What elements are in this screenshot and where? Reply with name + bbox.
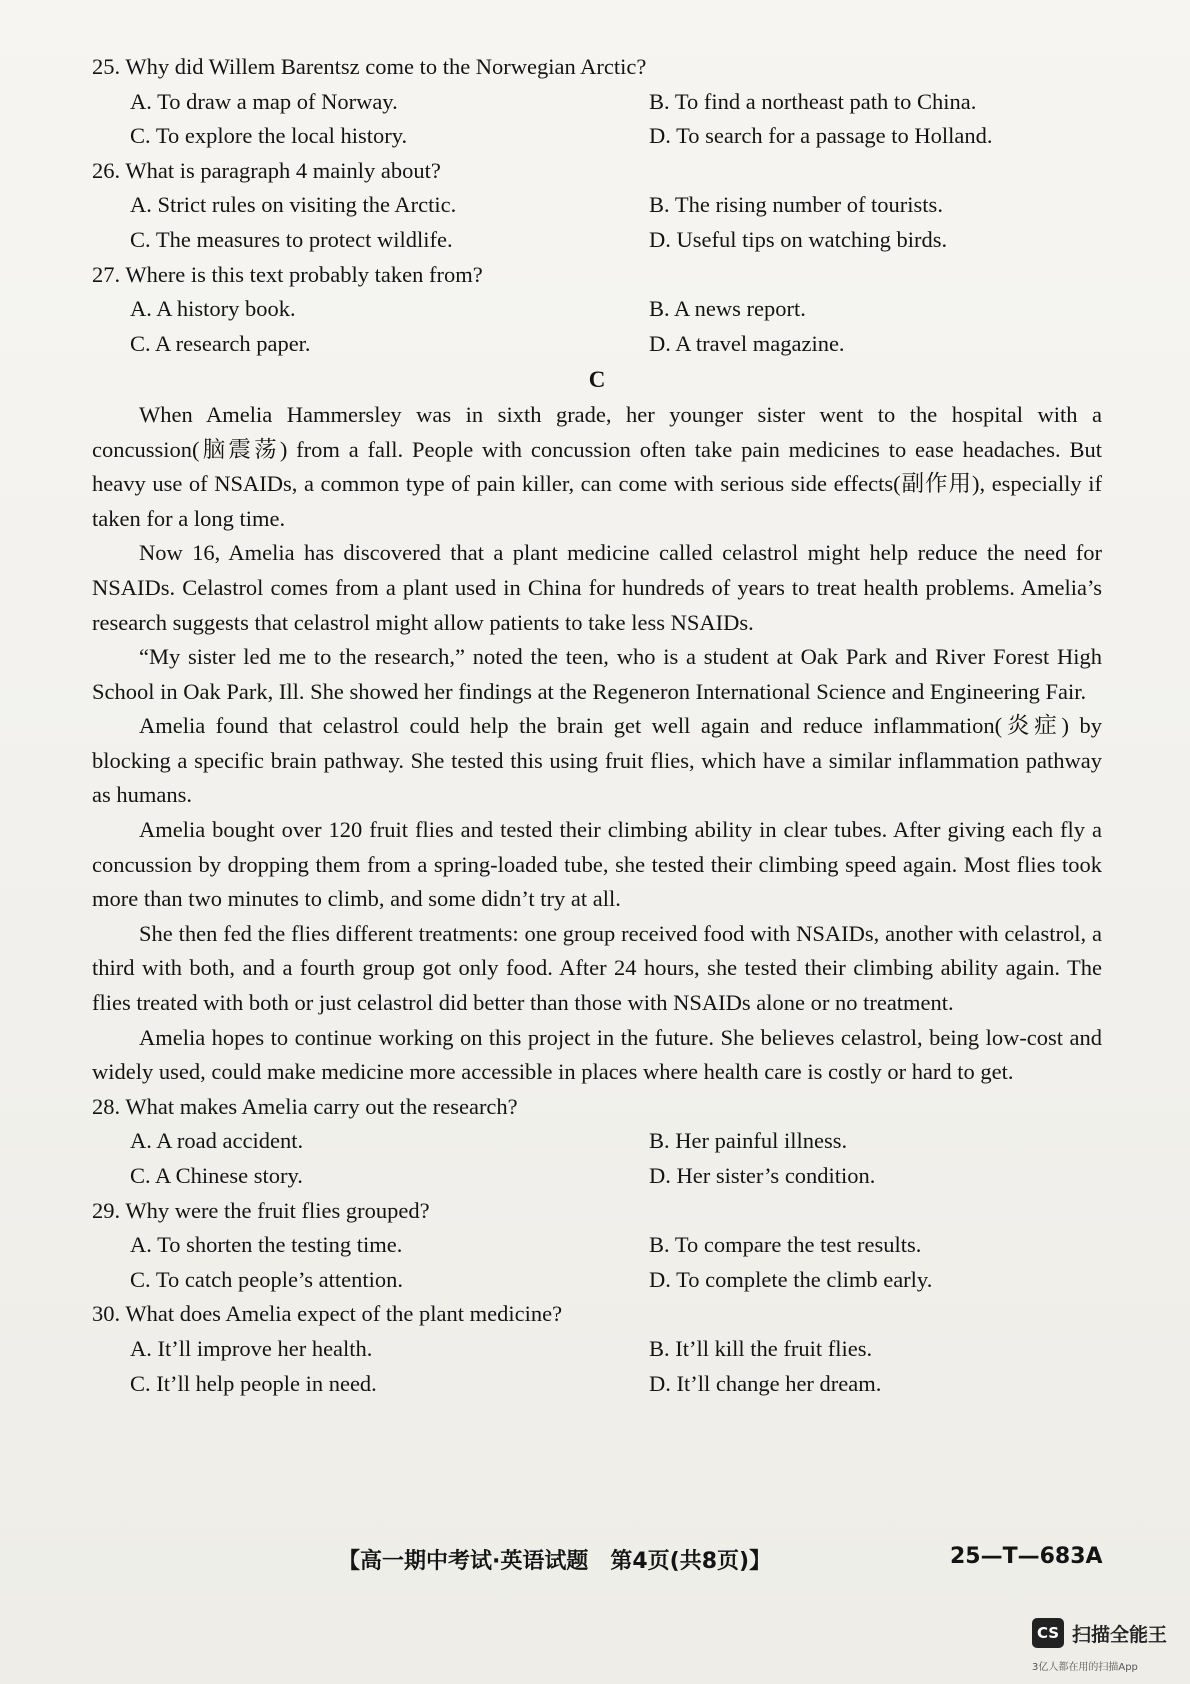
option-b: B. A news report. <box>649 296 806 322</box>
question-27 <box>92 258 1102 362</box>
question-28 <box>92 1090 1102 1194</box>
question-stem: 30. What does Amelia expect of the plant medicine? <box>92 1301 563 1327</box>
option-a: A. A history book. <box>130 296 296 322</box>
section-title: C <box>588 367 606 393</box>
option-c: C. A Chinese story. <box>130 1163 303 1188</box>
option-b: B. To compare the test results. <box>649 1232 922 1258</box>
option-a: A. Strict rules on visiting the Arctic. <box>130 192 457 218</box>
option-b: B. It’ll kill the fruit flies. <box>649 1335 873 1361</box>
question-stem: 29. Why were the fruit flies grouped? <box>92 1197 430 1223</box>
option-c: C. It’ll help people in need. <box>130 1370 377 1396</box>
option-b: B. To find a northeast path to China. <box>649 88 977 114</box>
option-c: C. To catch people’s attention. <box>130 1266 403 1292</box>
scanner-watermark <box>1032 1618 1182 1678</box>
passage-paragraph: Now 16, Amelia has discovered that a plant medicine called celastrol might help reduce the need for NSAIDs. Celastrol comes from a plant used in China for hundreds of years to treat health problems. Amelia’s research suggests that celastrol might allow patients to take less NSAIDs. <box>92 540 1102 635</box>
question-26 <box>92 154 1102 258</box>
passage-paragraph: Amelia found that celastrol could help the brain get well again and reduce inflammation(炎症) by blocking a specific brain pathway. She tested this using fruit flies, which have a similar inflammation pathway as humans. <box>92 713 1102 808</box>
question-stem: 28. What makes Amelia carry out the research? <box>92 1093 518 1119</box>
question-stem: 25. Why did Willem Barentsz come to the Norwegian Arctic? <box>92 54 647 79</box>
question-29 <box>92 1194 1102 1298</box>
question-stem: 27. Where is this text probably taken from? <box>92 261 483 287</box>
page-footer <box>0 1544 1190 1584</box>
option-d: D. A travel magazine. <box>649 330 845 356</box>
option-d: D. Her sister’s condition. <box>649 1163 876 1188</box>
option-a: A. To draw a map of Norway. <box>130 88 398 114</box>
option-d: D. To search for a passage to Holland. <box>649 123 993 149</box>
exam-code: 25—T—683A <box>950 1544 1103 1569</box>
option-c: C. A research paper. <box>130 330 311 356</box>
watermark-app-name: 扫描全能王 <box>1072 1624 1168 1646</box>
camscanner-logo-icon: CS <box>1032 1618 1064 1648</box>
question-stem: 26. What is paragraph 4 mainly about? <box>92 157 441 183</box>
passage-paragraph: “My sister led me to the research,” noted the teen, who is a student at Oak Park and River Forest High School in Oak Park, Ill. She showed her findings at the Regeneron International Science and Engineering Fair. <box>92 644 1102 704</box>
option-c: C. To explore the local history. <box>130 123 408 149</box>
option-a: A. It’ll improve her health. <box>130 1335 373 1361</box>
option-b: B. Her painful illness. <box>649 1128 848 1154</box>
option-d: D. Useful tips on watching birds. <box>649 226 948 252</box>
watermark-tagline: 3亿人都在用的扫描App <box>1032 1662 1138 1673</box>
passage-c <box>92 398 1102 1090</box>
option-d: D. To complete the climb early. <box>649 1266 933 1292</box>
passage-paragraph: When Amelia Hammersley was in sixth grade, her younger sister went to the hospital with a concussion(脑震荡) from a fall. People with concussion often take pain medicines to ease headaches. But heavy use of NSAIDs, a common type of pain killer, can come with serious side effects(副作用), especially if taken for a long time. <box>92 401 1102 531</box>
footer-title: 【高一期中考试·英语试题 第4页(共8页)】 <box>338 1549 772 1574</box>
option-a: A. To shorten the testing time. <box>130 1232 403 1258</box>
option-d: D. It’ll change her dream. <box>649 1370 882 1396</box>
passage-paragraph: Amelia hopes to continue working on this project in the future. She believes celastrol, being low-cost and widely used, could make medicine more accessible in places where health care is costly or hard to get. <box>92 1024 1102 1085</box>
passage-paragraph: Amelia bought over 120 fruit flies and tested their climbing ability in clear tubes. After giving each fly a concussion by dropping them from a spring-loaded tube, she tested their climbing speed again. Most flies took more than two minutes to climb, and some didn’t try at all. <box>92 817 1102 912</box>
option-a: A. A road accident. <box>130 1128 304 1154</box>
question-30 <box>92 1297 1102 1401</box>
page-content <box>92 50 1102 1401</box>
question-25 <box>92 50 1102 154</box>
passage-paragraph: She then fed the flies different treatments: one group received food with NSAIDs, another with celastrol, a third with both, and a fourth group got only food. After 24 hours, she tested their climbing ability again. The flies treated with both or just celastrol did better than those with NSAIDs alone or no treatment. <box>92 920 1102 1016</box>
option-c: C. The measures to protect wildlife. <box>130 226 453 252</box>
option-b: B. The rising number of tourists. <box>649 192 943 218</box>
